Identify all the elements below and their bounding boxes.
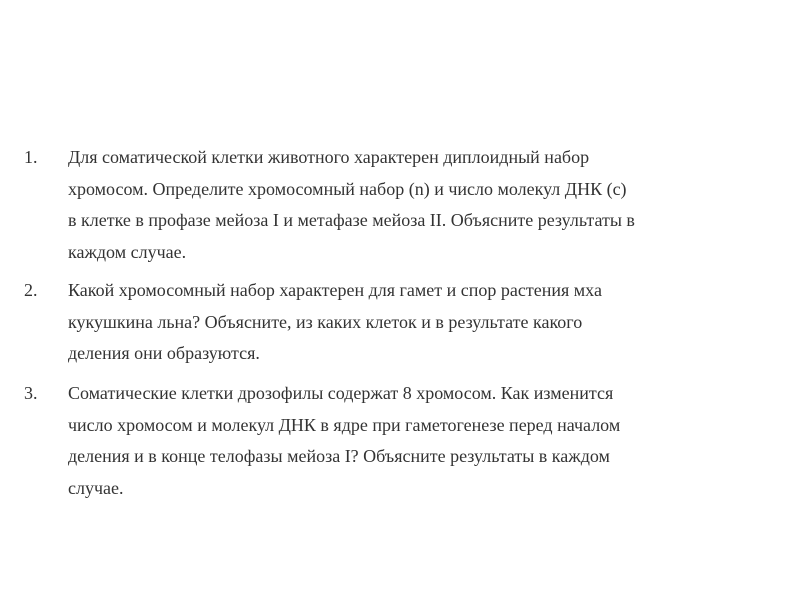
- task-text-line: Для соматической клетки животного характерен диплоидный набор: [68, 147, 590, 167]
- task-text-line: Какой хромосомный набор характерен для гамет и спор растения мха: [68, 280, 602, 300]
- task-text: [68, 378, 786, 504]
- task-number: 1.: [24, 147, 38, 167]
- task-number: 3.: [24, 383, 38, 403]
- task-text-line: хромосом. Определите хромосомный набор (n) и число молекул ДНК (с): [68, 178, 627, 199]
- task-text-line: кукушкина льна? Объясните, из каких клеток и в результате какого: [68, 311, 583, 332]
- task-text: [68, 142, 786, 268]
- task-text-line: в клетке в профазе мейоза I и метафазе мейоза II. Объясните результаты в: [68, 210, 635, 230]
- task-number: 2.: [24, 280, 38, 300]
- task-text: [68, 275, 786, 370]
- task-text-line: каждом случае.: [68, 241, 187, 262]
- task-text-line: деления и в конце телофазы мейоза I? Объясните результаты в каждом: [68, 446, 610, 466]
- task-text-line: Соматические клетки дрозофилы содержат 8 хромосом. Как изменится: [68, 383, 614, 403]
- task-text-line: деления они образуются.: [68, 343, 260, 363]
- task-text-line: случае.: [68, 477, 124, 498]
- task-text-line: число хромосом и молекул ДНК в ядре при гаметогенезе перед началом: [68, 414, 621, 435]
